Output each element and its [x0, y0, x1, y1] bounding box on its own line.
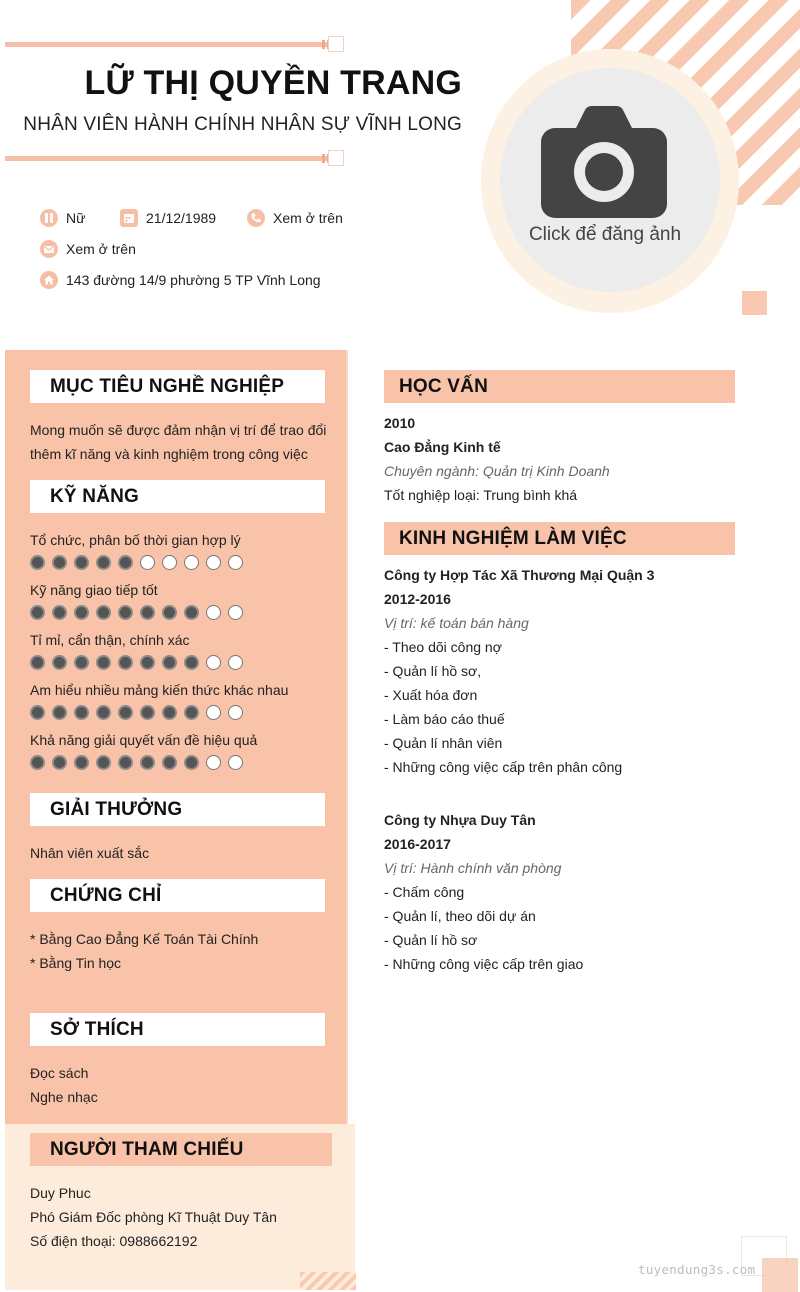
- job-company: Công ty Hợp Tác Xã Thương Mại Quận 3: [384, 567, 655, 583]
- rating-dot-filled: [96, 555, 111, 570]
- rating-dot-filled: [118, 655, 133, 670]
- skill-label: Kỹ năng giao tiếp tốt: [30, 582, 158, 598]
- contact-address: [40, 271, 321, 289]
- skill-label: Am hiểu nhiều mảng kiến thức khác nhau: [30, 682, 289, 698]
- rating-dot-filled: [96, 705, 111, 720]
- objective-line: Mong muốn sẽ được đảm nhận vị trí để trao đổi: [30, 422, 327, 438]
- home-icon: [40, 271, 58, 289]
- skill-rating: [30, 705, 250, 720]
- rating-dot-filled: [118, 605, 133, 620]
- rating-dot-filled: [140, 655, 155, 670]
- contact-gender-value: Nữ: [66, 210, 86, 226]
- awards-heading: GIẢI THƯỞNG: [30, 793, 325, 826]
- decorative-square: [742, 291, 767, 315]
- objective-heading: MỤC TIÊU NGHỀ NGHIỆP: [30, 370, 325, 403]
- education-school: Cao Đẳng Kinh tế: [384, 439, 501, 455]
- rating-dot-filled: [74, 555, 89, 570]
- skill-label: Khả năng giải quyết vấn đề hiệu quả: [30, 732, 258, 748]
- rating-dot-filled: [118, 755, 133, 770]
- contact-phone-value: Xem ở trên: [273, 210, 343, 226]
- phone-icon: [247, 209, 265, 227]
- rating-dot-filled: [52, 655, 67, 670]
- hobbies-heading: SỞ THÍCH: [30, 1013, 325, 1046]
- rating-dot-empty: [162, 555, 177, 570]
- contact-birthday-value: 21/12/1989: [146, 210, 217, 226]
- header-top-rule-tick: [322, 40, 325, 49]
- rating-dot-filled: [184, 755, 199, 770]
- skill-rating: [30, 755, 250, 770]
- rating-dot-filled: [74, 605, 89, 620]
- rating-dot-filled: [184, 605, 199, 620]
- rating-dot-empty: [206, 555, 221, 570]
- job-task: - Quản lí hồ sơ,: [384, 663, 482, 679]
- rating-dot-filled: [140, 605, 155, 620]
- skill-rating: [30, 555, 250, 570]
- skills-heading: KỸ NĂNG: [30, 480, 325, 513]
- rating-dot-filled: [162, 655, 177, 670]
- education-year: 2010: [384, 415, 416, 431]
- certificates-heading: CHỨNG CHỈ: [30, 879, 325, 912]
- photo-upload-label[interactable]: Click để đăng ảnh: [528, 224, 682, 245]
- rating-dot-filled: [74, 705, 89, 720]
- contact-birthday: [120, 209, 216, 227]
- education-heading: HỌC VẤN: [384, 370, 735, 403]
- rating-dot-empty: [206, 755, 221, 770]
- rating-dot-filled: [162, 755, 177, 770]
- rating-dot-filled: [96, 755, 111, 770]
- job-task: - Những công việc cấp trên giao: [384, 956, 584, 972]
- rating-dot-filled: [184, 705, 199, 720]
- skill-label: Tổ chức, phân bố thời gian hợp lý: [30, 532, 241, 548]
- job-task: - Chấm công: [384, 884, 465, 900]
- rating-dot-filled: [96, 655, 111, 670]
- skill-rating: [30, 605, 250, 620]
- education-major: Chuyên ngành: Quản trị Kinh Doanh: [384, 463, 610, 479]
- rating-dot-filled: [162, 605, 177, 620]
- header-bottom-rule-tick: [322, 154, 325, 163]
- job-task: - Làm báo cáo thuế: [384, 711, 505, 727]
- rating-dot-empty: [228, 755, 243, 770]
- job-task: - Quản lí, theo dõi dự án: [384, 908, 536, 924]
- rating-dot-empty: [228, 655, 243, 670]
- rating-dot-filled: [118, 555, 133, 570]
- job-task: - Xuất hóa đơn: [384, 687, 478, 703]
- left-column-edge: [346, 350, 348, 1124]
- certificate-item: * Bằng Tin học: [30, 955, 122, 971]
- contact-gender: [40, 209, 85, 227]
- job-task: - Quản lí nhân viên: [384, 735, 503, 751]
- skill-rating: [30, 655, 250, 670]
- award-item: Nhân viên xuất sắc: [30, 845, 150, 861]
- header-top-rule: [5, 42, 333, 47]
- rating-dot-filled: [52, 705, 67, 720]
- experience-heading: KINH NGHIỆM LÀM VIỆC: [384, 522, 735, 555]
- rating-dot-filled: [30, 705, 45, 720]
- hobby-item: Nghe nhạc: [30, 1089, 98, 1105]
- rating-dot-filled: [52, 555, 67, 570]
- header-bottom-rule-cap: [328, 150, 344, 166]
- rating-dot-filled: [30, 555, 45, 570]
- job-period: 2016-2017: [384, 836, 451, 852]
- references-heading: NGƯỜI THAM CHIẾU: [30, 1133, 332, 1166]
- job-task: - Những công việc cấp trên phân công: [384, 759, 623, 775]
- rating-dot-filled: [140, 755, 155, 770]
- rating-dot-filled: [30, 755, 45, 770]
- contact-email-value: Xem ở trên: [66, 241, 136, 257]
- contact-phone: [247, 209, 343, 227]
- contact-email: [40, 240, 136, 258]
- job-position: Vị trí: Hành chính văn phòng: [384, 860, 562, 876]
- rating-dot-empty: [206, 655, 221, 670]
- rating-dot-filled: [30, 605, 45, 620]
- candidate-job-title: NHÂN VIÊN HÀNH CHÍNH NHÂN SỰ VĨNH LONG: [23, 114, 462, 135]
- certificate-item: * Bằng Cao Đẳng Kế Toán Tài Chính: [30, 931, 259, 947]
- rating-dot-filled: [74, 655, 89, 670]
- calendar-icon: [120, 209, 138, 227]
- rating-dot-empty: [228, 705, 243, 720]
- camera-icon[interactable]: [541, 106, 667, 223]
- rating-dot-empty: [140, 555, 155, 570]
- rating-dot-filled: [30, 655, 45, 670]
- job-company: Công ty Nhựa Duy Tân: [384, 812, 536, 828]
- rating-dot-filled: [184, 655, 199, 670]
- rating-dot-filled: [74, 755, 89, 770]
- job-period: 2012-2016: [384, 591, 451, 607]
- header-top-rule-cap: [328, 36, 344, 52]
- job-task: - Theo dõi công nợ: [384, 639, 502, 655]
- rating-dot-filled: [118, 705, 133, 720]
- gender-icon: [40, 209, 58, 227]
- rating-dot-empty: [228, 605, 243, 620]
- rating-dot-filled: [52, 605, 67, 620]
- rating-dot-empty: [206, 705, 221, 720]
- reference-line: Duy Phuc: [30, 1185, 91, 1201]
- rating-dot-empty: [184, 555, 199, 570]
- header-bottom-rule: [5, 156, 333, 161]
- job-task: - Quản lí hồ sơ: [384, 932, 478, 948]
- job-position: Vị trí: kế toán bán hàng: [384, 615, 529, 631]
- watermark-text: tuyendung3s.com: [638, 1262, 756, 1277]
- candidate-name: LỮ THỊ QUYỀN TRANG: [84, 64, 462, 102]
- education-grade: Tốt nghiệp loại: Trung bình khá: [384, 487, 578, 503]
- contact-address-value: 143 đường 14/9 phường 5 TP Vĩnh Long: [66, 272, 321, 288]
- skill-label: Tỉ mỉ, cẩn thận, chính xác: [30, 632, 190, 648]
- watermark-square: [762, 1258, 798, 1292]
- references-stripes: [300, 1272, 356, 1290]
- rating-dot-filled: [162, 705, 177, 720]
- objective-line: thêm kĩ năng và kinh nghiệm trong công việc: [30, 446, 308, 462]
- reference-line: Số điện thoại: 0988662192: [30, 1233, 198, 1249]
- rating-dot-empty: [228, 555, 243, 570]
- rating-dot-filled: [52, 755, 67, 770]
- rating-dot-filled: [96, 605, 111, 620]
- reference-line: Phó Giám Đốc phòng Kĩ Thuật Duy Tân: [30, 1209, 277, 1225]
- rating-dot-empty: [206, 605, 221, 620]
- hobby-item: Đọc sách: [30, 1065, 89, 1081]
- rating-dot-filled: [140, 705, 155, 720]
- email-icon: [40, 240, 58, 258]
